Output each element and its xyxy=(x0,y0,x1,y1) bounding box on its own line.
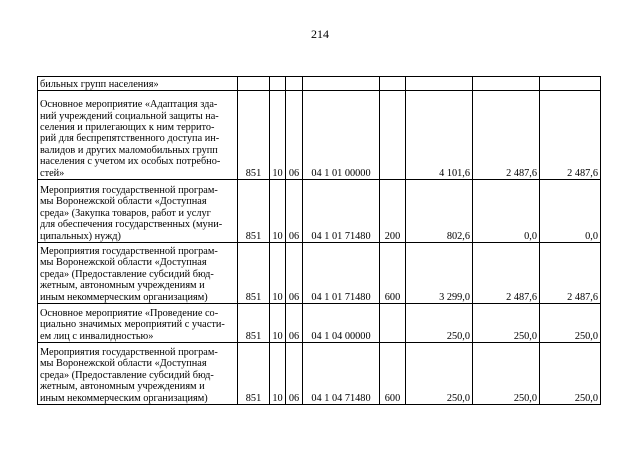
expense-type-code: 200 xyxy=(380,180,406,243)
amount-year-2: 0,0 xyxy=(473,180,540,243)
amount-year-3: 250,0 xyxy=(540,304,601,343)
target-article-code: 04 1 04 00000 xyxy=(303,304,380,343)
amount-year-1: 4 101,6 xyxy=(406,91,473,180)
section-code xyxy=(270,77,286,91)
amount-year-2: 250,0 xyxy=(473,343,540,405)
subsection-code: 06 xyxy=(286,91,303,180)
subsection-code: 06 xyxy=(286,304,303,343)
target-article-code: 04 1 01 71480 xyxy=(303,180,380,243)
subsection-code xyxy=(286,77,303,91)
amount-year-3: 2 487,6 xyxy=(540,243,601,304)
table-row xyxy=(38,77,601,91)
target-article-code: 04 1 01 00000 xyxy=(303,91,380,180)
target-article-code xyxy=(303,77,380,91)
amount-year-1: 250,0 xyxy=(406,343,473,405)
expense-type-code xyxy=(380,304,406,343)
grbs-code xyxy=(238,77,270,91)
page-number: 214 xyxy=(311,27,329,41)
subsection-code: 06 xyxy=(286,243,303,304)
section-code: 10 xyxy=(270,304,286,343)
amount-year-3: 0,0 xyxy=(540,180,601,243)
table-row xyxy=(38,180,601,243)
table-row xyxy=(38,243,601,304)
section-code: 10 xyxy=(270,91,286,180)
grbs-code: 851 xyxy=(238,91,270,180)
grbs-code: 851 xyxy=(238,180,270,243)
amount-year-3: 250,0 xyxy=(540,343,601,405)
grbs-code: 851 xyxy=(238,343,270,405)
row-description: Мероприятия государственной програм- мы Воронежской области «Доступная среда» (Предоставление субсидий бюд- жетным, автономным учреждениям и иным некоммерческим организациям) xyxy=(38,343,238,405)
expense-type-code: 600 xyxy=(380,343,406,405)
amount-year-2: 2 487,6 xyxy=(473,91,540,180)
row-description: Мероприятия государственной програм- мы Воронежской области «Доступная среда» (Предоставление субсидий бюд- жетным, автономным учреждениям и иным некоммерческим организациям) xyxy=(38,243,238,304)
amount-year-3: 2 487,6 xyxy=(540,91,601,180)
table-row xyxy=(38,343,601,405)
amount-year-2 xyxy=(473,77,540,91)
section-code: 10 xyxy=(270,180,286,243)
amount-year-1: 250,0 xyxy=(406,304,473,343)
section-code: 10 xyxy=(270,243,286,304)
row-description: Основное мероприятие «Проведение со- циально значимых мероприятий с участи- ем лиц с инвалидностью» xyxy=(38,304,238,343)
amount-year-1 xyxy=(406,77,473,91)
section-code: 10 xyxy=(270,343,286,405)
amount-year-1: 3 299,0 xyxy=(406,243,473,304)
grbs-code: 851 xyxy=(238,304,270,343)
amount-year-2: 250,0 xyxy=(473,304,540,343)
target-article-code: 04 1 04 71480 xyxy=(303,343,380,405)
expense-type-code: 600 xyxy=(380,243,406,304)
target-article-code: 04 1 01 71480 xyxy=(303,243,380,304)
row-description: бильных групп населения» xyxy=(38,77,238,91)
subsection-code: 06 xyxy=(286,180,303,243)
amount-year-1: 802,6 xyxy=(406,180,473,243)
amount-year-2: 2 487,6 xyxy=(473,243,540,304)
amount-year-3 xyxy=(540,77,601,91)
table-row xyxy=(38,91,601,180)
row-description: Основное мероприятие «Адаптация зда- ний учреждений социальной защиты на- селения и прилегающих к ним террито- рий для беспрепятственного доступа ин- валидов и других маломобильных групп населения с учетом их особых потребно- стей» xyxy=(38,91,238,180)
expense-type-code xyxy=(380,91,406,180)
expense-type-code xyxy=(380,77,406,91)
budget-table xyxy=(37,76,601,405)
row-description: Мероприятия государственной програм- мы Воронежской области «Доступная среда» (Закупка товаров, работ и услуг для обеспечения государственных (муни- ципальных) нужд) xyxy=(38,180,238,243)
subsection-code: 06 xyxy=(286,343,303,405)
table-row xyxy=(38,304,601,343)
grbs-code: 851 xyxy=(238,243,270,304)
